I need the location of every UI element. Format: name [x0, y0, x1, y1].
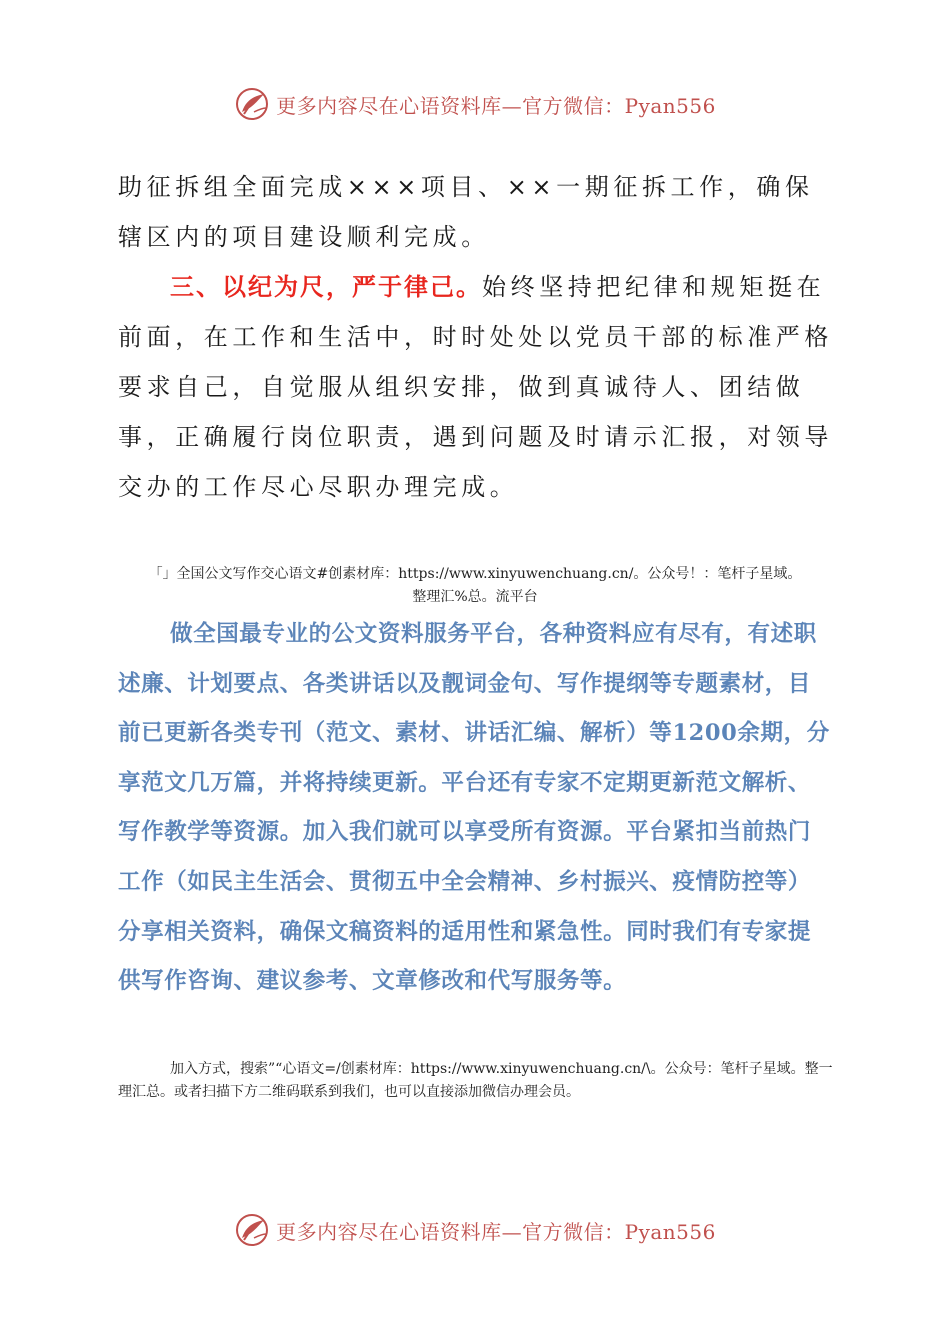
footer-banner-text: 更多内容尽在心语资料库—官方微信：Pyan556 — [276, 1219, 716, 1244]
paragraph-continued: 助征拆组全面完成×××项目、××一期征拆工作，确保辖区内的项目建设顺利完成。 — [118, 173, 814, 251]
section-body: 始终坚持把纪律和规矩挺在前面，在工作和生活中，时时处处以党员干部的标准严格要求自己，自觉服从组织安排，做到真诚待人、团结做事，正确履行岗位职责，遇到问题及时请示汇报，对领导交办的工作尽心尽职办理完成。 — [118, 273, 833, 501]
header-banner — [0, 84, 950, 124]
pen-logo-icon — [234, 86, 270, 122]
pen-logo-icon — [234, 1212, 270, 1248]
footer-banner — [0, 1210, 950, 1250]
paragraph-discipline — [118, 262, 834, 512]
section-heading: 三、以纪为尺，严于律己。 — [170, 273, 482, 301]
notice-top-line1: 「」全国公文写作交心语文#创素材库：https://www.xinyuwenchuang.cn/。公众号！：笔杆子星域。 — [148, 566, 802, 582]
promo-paragraph: 做全国最专业的公文资料服务平台，各种资料应有尽有，有述职述廉、计划要点、各类讲话以及靓词金句、写作提纲等专题素材，目前已更新各类专刊（范文、素材、讲话汇编、解析）等1200余期，分享范文几万篇，并将持续更新。平台还有专家不定期更新范文解析、写作教学等资源。加入我们就可以享受所有资源。平台紧扣当前热门工作（如民主生活会、贯彻五中全会精神、乡村振兴、疫情防控等）分享相关资料，确保文稿资料的适用性和紧急性。同时我们有专家提供写作咨询、建议参考、文章修改和代写服务等。 — [118, 621, 830, 995]
notice-top — [0, 563, 950, 609]
header-banner-text: 更多内容尽在心语资料库—官方微信：Pyan556 — [276, 93, 716, 118]
notice-top-line2: 整理汇%总。流平台 — [412, 589, 538, 605]
notice-bottom: 加入方式，搜索”“心语文=/创素材库：https://www.xinyuwenchuang.cn/\。公众号：笔杆子星域。整一理汇总。或者扫描下方二维码联系到我们，也可以直接添加微信办理会员。 — [118, 1061, 833, 1100]
